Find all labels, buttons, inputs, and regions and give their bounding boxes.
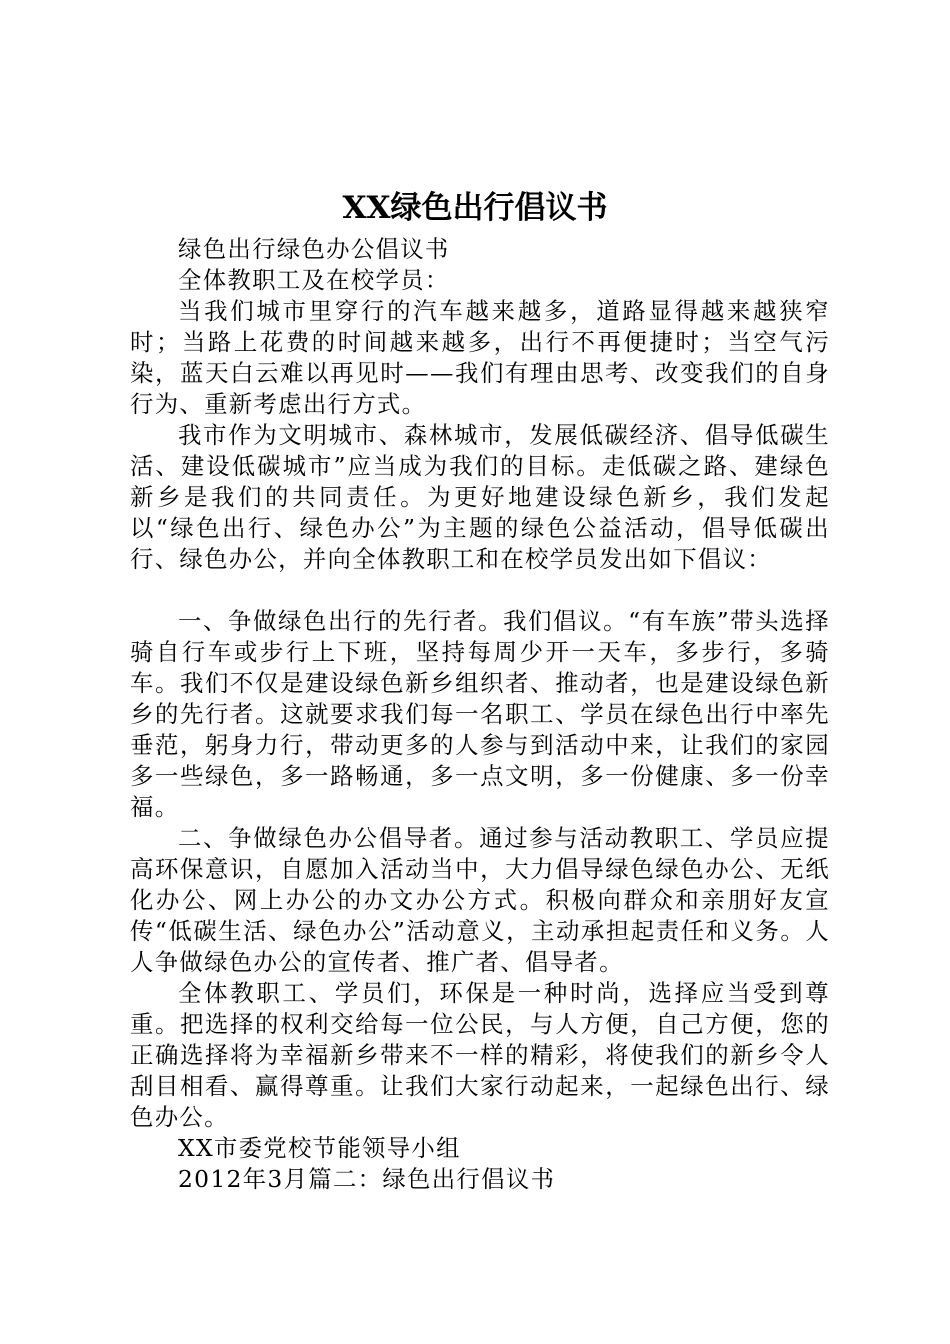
paragraph-green-travel: 一、争做绿色出行的先行者。我们倡议。“有车族”带头选择骑自行车或步行上下班，坚持每周少开一天车，多步行，多骑车。我们不仅是建设绿色新乡组织者、推动者，也是建设绿色新乡的先行者。这就要求我们每一名职工、学员在绿色出行中率先垂范，躬身力行，带动更多的人参与到活动中来，让我们的家园多一些绿色，多一路畅通，多一点文明，多一份健康、多一份幸福。 xyxy=(130,607,830,821)
document-title: XX绿色出行倡议书 xyxy=(342,190,608,226)
salutation: 全体教职工及在校学员： xyxy=(178,266,450,294)
paragraph-initiative: 我市作为文明城市、森林城市，发展低碳经济、倡导低碳生活、建设低碳城市”应当成为我们的目标。走低碳之路、建绿色新乡是我们的共同责任。为更好地建设绿色新乡，我们发起以“绿色出行、绿色办公”为主题的绿色公益活动，倡导低碳出行、绿色办公，并向全体教职工和在校学员发出如下倡议： xyxy=(130,421,830,573)
date-line: 2012年3月篇二：绿色出行倡议书 xyxy=(178,1165,556,1193)
paragraph-intro: 当我们城市里穿行的汽车越来越多，道路显得越来越狭窄时；当路上花费的时间越来越多，出行不再便捷时；当空气污染，蓝天白云难以再见时——我们有理由思考、改变我们的自身行为、重新考虑出行方式。 xyxy=(130,297,830,418)
document-body xyxy=(130,234,830,1195)
paragraph-closing: 全体教职工、学员们，环保是一种时尚，选择应当受到尊重。把选择的权利交给每一位公民，与人方便，自己方便，您的正确选择将为幸福新乡带来不一样的精彩，将使我们的新乡令人刮目相看、赢得尊重。让我们大家行动起来，一起绿色出行、绿色办公。 xyxy=(130,979,830,1131)
paragraph-spacer xyxy=(130,575,830,606)
paragraph-green-office: 二、争做绿色办公倡导者。通过参与活动教职工、学员应提高环保意识，自愿加入活动当中，大力倡导绿色绿色办公、无纸化办公、网上办公的办文办公方式。积极向群众和亲朋好友宣传“低碳生活、绿色办公”活动意义，主动承担起责任和义务。人人争做绿色办公的宣传者、推广者、倡导者。 xyxy=(130,824,830,976)
document-subtitle: 绿色出行绿色办公倡议书 xyxy=(178,235,450,263)
signature: XX市委党校节能领导小组 xyxy=(178,1134,461,1162)
